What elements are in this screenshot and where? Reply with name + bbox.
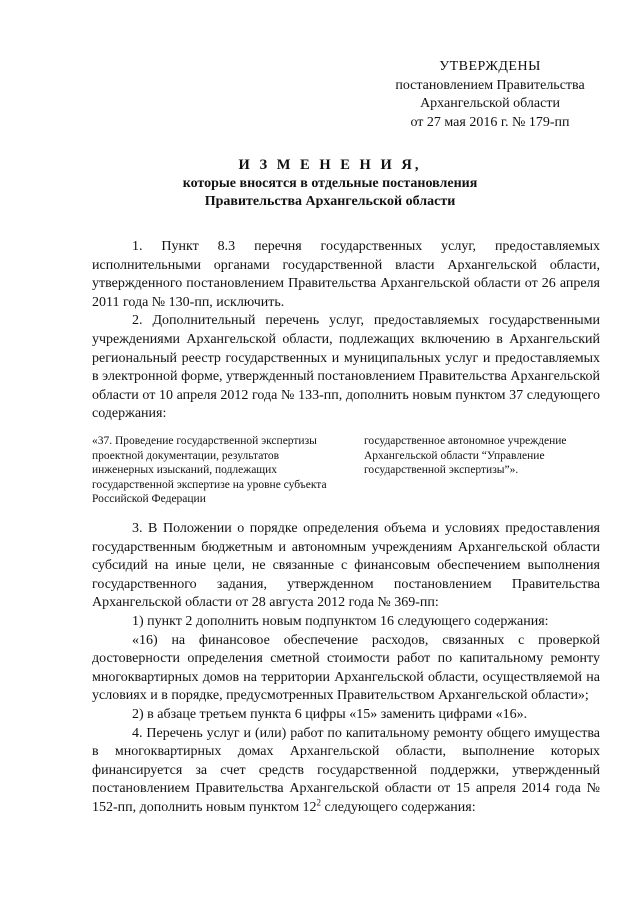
approval-block	[380, 58, 600, 132]
table-cell-service: «37. Проведение государственной экспертизы проектной документации, результатов инженерных изысканий, подлежащих государственной экспертизе на уровне субъекта Российской Федерации	[92, 435, 327, 505]
table-cell-provider: государственное автономное учреждение Архангельской области “Управление государственной экспертизы”».	[364, 435, 567, 476]
body-bottom	[92, 520, 600, 818]
paragraph-3-2: 2) в абзаце третьем пункта 6 цифры «15» заменить цифрами «16».	[132, 706, 528, 722]
paragraph-4-text: 4. Перечень услуг и (или) работ по капитальному ремонту общего имущества в многоквартирных домах Архангельской области, выполнение которых финансируется за счет средств государственной поддержки, утвержденный постановлением Правительства Архангельской области от 15 апреля 2014 года № 152-пп, дополнить новым пунктом 12	[92, 725, 600, 815]
body-top	[92, 238, 600, 424]
paragraph-1: 1. Пункт 8.3 перечня государственных услуг, предоставляемых исполнительными органами государственной власти Архангельской области, утвержденного постановлением Правительства Архангельской области от 26 апреля 2011 года № 130-пп, исключить.	[92, 239, 600, 310]
approval-date: от 27 мая 2016 г. № 179-пп	[410, 114, 570, 130]
approval-line-2: постановлением Правительства	[395, 77, 585, 93]
paragraph-3-1: 1) пункт 2 дополнить новым подпунктом 16 следующего содержания:	[132, 613, 549, 629]
approval-line-3: Архангельской области	[420, 96, 560, 111]
paragraph-2: 2. Дополнительный перечень услуг, предоставляемых государственными учреждениями Архангельской области, подлежащих включению в Архангельский региональный реестр государственных и муниципальных услуг и предоставляемых в электронной форме, утвержденный постановлением Правительства Архангельской области от 10 апреля 2012 года № 133-пп, дополнить новым пунктом 37 следующего содержания:	[92, 313, 600, 422]
document-title	[90, 156, 570, 212]
paragraph-4	[92, 725, 600, 818]
title-line-3: Правительства Архангельской области	[204, 194, 456, 209]
title-main: И З М Е Н Е Н И Я,	[238, 157, 422, 173]
paragraph-4-tail: следующего содержания:	[321, 799, 476, 815]
title-line-2: которые вносятся в отдельные постановления	[182, 175, 478, 191]
approval-heading: УТВЕРЖДЕНЫ	[439, 59, 541, 74]
paragraph-3: 3. В Положении о порядке определения объема и условиях предоставления государственным бюджетным и автономным учреждениям Архангельской области субсидий на иные цели, не связанные с финансовым обеспечением выполнения государственного задания, утвержденном постановлением Правительства Архангельской области от 28 августа 2012 года № 369-пп:	[92, 521, 600, 611]
superscript-2: 2	[316, 797, 322, 808]
paragraph-3-1-quote: «16) на финансовое обеспечение расходов, связанных с проверкой достоверности определения сметной стоимости работ по капитальному ремонту многоквартирных домов на территории Архангельской области, осуществляемой на условиях и в порядке, предусмотренных Правительством Архангельской области»;	[92, 632, 600, 704]
